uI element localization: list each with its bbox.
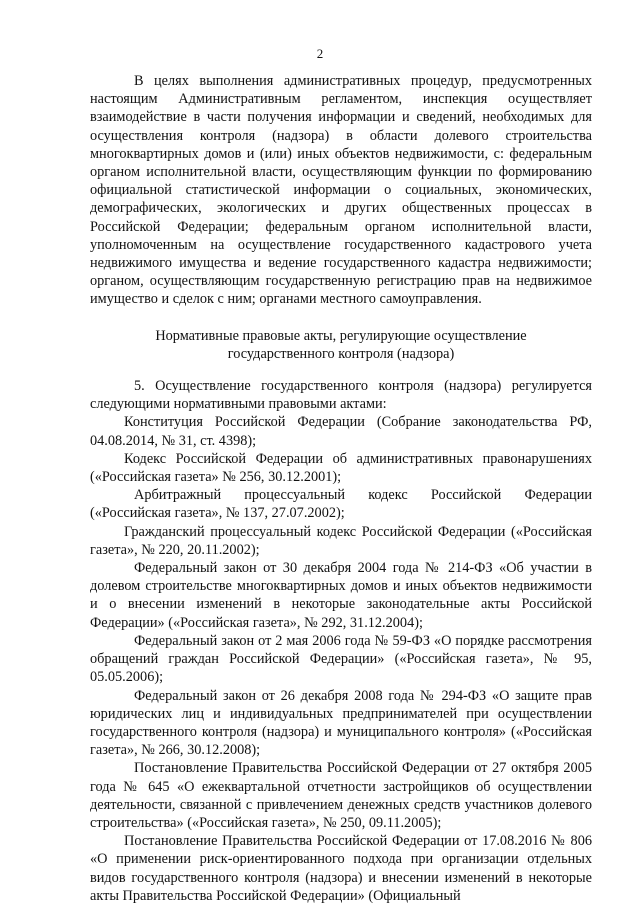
section-intro-paragraph: 5. Осуществление государственного контроля (надзора) регулируется следующими нормативными правовыми актами: xyxy=(90,378,592,413)
page-number: 2 xyxy=(316,46,324,61)
intro-paragraph: В целях выполнения административных процедур, предусмотренных настоящим Административным регламентом, инспекция осуществляет взаимодействие в части получения информации и сведений, необходимых для осуществления контроля (надзора) в области долевого строительства многоквартирных домов и (или) иных объектов недвижимости, с: федеральным органом исполнительной власти, осуществляющим функции по формированию официальной статистической информации о социальных, экономических, демографических, экологических и других общественных процессах в Российской Федерации; федеральным органом исполнительной власти, уполномоченным на осуществление государственного кадастрового учета недвижимого имущества и ведение государственного кадастра недвижимости; органом, осуществляющим государственную регистрацию прав на недвижимое имущество и сделок с ним; органами местного самоуправления. xyxy=(90,73,592,308)
section-heading xyxy=(90,327,592,363)
legal-act-item: Гражданский процессуальный кодекс Российской Федерации («Российская газета», № 220, 20.11.2002); xyxy=(90,523,592,558)
section-heading-line-2: государственного контроля (надзора) xyxy=(227,345,455,362)
legal-act-item: Федеральный закон от 2 мая 2006 года № 59-ФЗ «О порядке рассмотрения обращений граждан Российской Федерации» («Российская газета», № 95, 05.05.2006); xyxy=(90,632,592,686)
legal-act-item: Кодекс Российской Федерации об административных правонарушениях («Российская газета» № 256, 30.12.2001); xyxy=(90,450,592,486)
document-body xyxy=(90,72,592,905)
legal-act-item: Арбитражный процессуальный кодекс Российской Федерации («Российская газета», № 137, 27.07.2002); xyxy=(90,487,592,522)
legal-act-item: Федеральный закон от 30 декабря 2004 года № 214-ФЗ «Об участии в долевом строительстве многоквартирных домов и иных объектов недвижимости и о внесении изменений в некоторые законодательные акты Российской Федерации» («Российская газета», № 292, 31.12.2004); xyxy=(90,560,592,631)
section-heading-line-1: Нормативные правовые акты, регулирующие осуществление xyxy=(155,327,527,344)
legal-act-item: Постановление Правительства Российской Федерации от 17.08.2016 № 806 «О применении риск-ориентированного подхода при организации отдельных видов государственного контроля (надзора) и внесении изменений в некоторые акты Правительства Российской Федерации» (Официальный xyxy=(90,833,592,904)
legal-act-item: Конституция Российской Федерации (Собрание законодательства РФ, 04.08.2014, № 31, ст. 4398); xyxy=(90,414,592,449)
legal-act-item: Федеральный закон от 26 декабря 2008 года № 294-ФЗ «О защите прав юридических лиц и индивидуальных предпринимателей при осуществлении государственного контроля (надзора) и муниципального контроля» («Российская газета», № 266, 30.12.2008); xyxy=(90,687,592,759)
legal-act-item: Постановление Правительства Российской Федерации от 27 октября 2005 года № 645 «О ежеквартальной отчетности застройщиков об осуществлении деятельности, связанной с привлечением денежных средств участников долевого строительства» («Российская газета», № 250, 09.11.2005); xyxy=(90,760,592,831)
